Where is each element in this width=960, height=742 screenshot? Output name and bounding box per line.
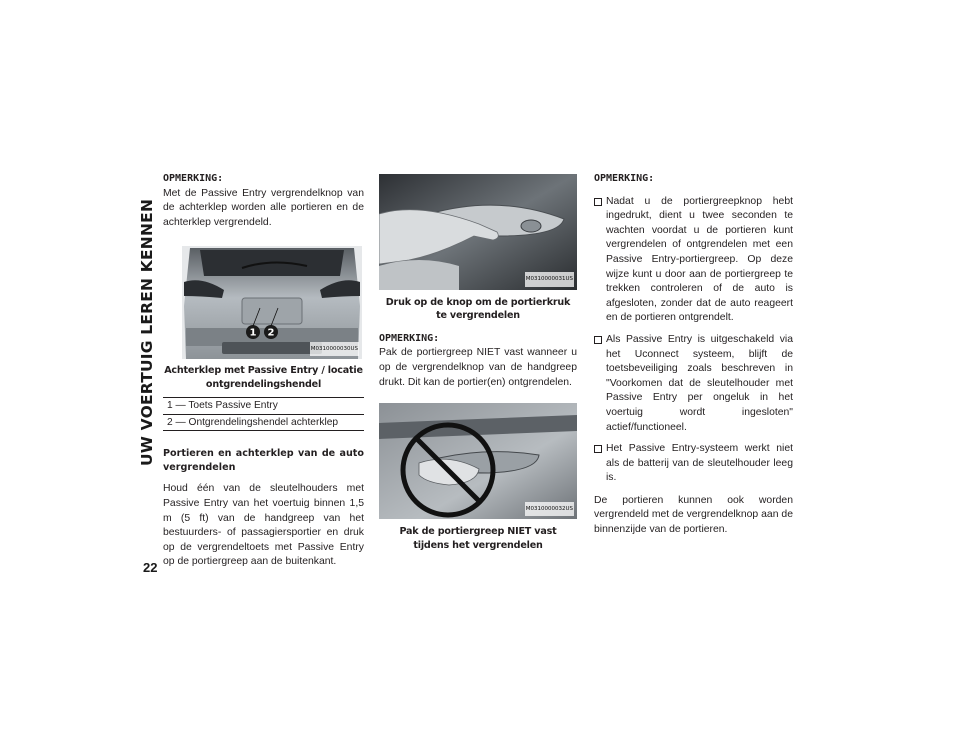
bullet-item	[594, 195, 793, 326]
closing-text: De portieren kunnen ook worden vergrendeld met de vergrendelknop aan de binnenzijde van de portieren.	[594, 494, 793, 536]
bullet-text: Het Passive Entry-systeem werkt niet als de batterij van de sleutelhouder leeg is.	[606, 443, 793, 484]
figure-caption: Achterklep met Passive Entry / locatie ontgrendelingshendel	[164, 365, 363, 390]
callout-1: 1	[249, 327, 257, 339]
checkbox-bullet-icon	[594, 198, 602, 206]
bullet-item	[594, 442, 793, 486]
figure-legend	[163, 397, 364, 431]
column-3	[594, 172, 793, 538]
bullet-text: Als Passive Entry is uitgeschakeld via het Uconnect systeem, blijft de toetsbeveiliging zoals beschreven in "Voorkomen dat de sleutelhouder met Passive Entry per ongeluk in het voertuig wordt ingesloten" actief/functioneel.	[606, 333, 793, 433]
column-2	[379, 172, 577, 552]
note-label: OPMERKING:	[379, 332, 440, 344]
checkbox-bullet-icon	[594, 336, 602, 344]
figure-code: M0310000031US	[525, 272, 574, 287]
section-text: Houd één van de sleutelhouders met Passive Entry van het voertuig binnen 1,5 m (5 ft) van de handgreep van het bestuurders- of passagiersportier en druk op de vergrendeltoets met Passive Entry op de portiergreep aan de buitenkant.	[163, 483, 364, 568]
column-1	[163, 172, 364, 570]
page-number: 22	[143, 560, 158, 575]
chapter-tab: UW VOERTUIG LEREN KENNEN	[138, 198, 156, 467]
callout-2: 2	[267, 327, 275, 339]
checkbox-bullet-icon	[594, 445, 602, 453]
section-heading: Portieren en achterklep van de auto vergrendelen	[163, 448, 364, 474]
figure-caption: Druk op de knop om de portierkruk te vergrendelen	[385, 297, 571, 322]
note-label: OPMERKING:	[163, 173, 224, 184]
figure-code: M0310000030US	[310, 342, 359, 357]
legend-item: 2 — Ontgrendelingshendel achterklep	[163, 414, 364, 431]
note-text: Pak de portiergreep NIET vast wanneer u op de vergrendelknop van de handgreep drukt. Dit kan de portier(en) ontgrendelen.	[379, 347, 577, 388]
figure-caption: Pak de portiergreep NIET vast tijdens het vergrendelen	[399, 526, 557, 551]
liftgate-figure	[182, 246, 362, 359]
no-grab-figure	[379, 403, 577, 519]
bullet-text: Nadat u de portiergreepknop hebt ingedrukt, dient u twee seconden te wachten voordat u de portieren kunt vergrendelen of ontgrendelen met een Passive Entry-portiergreep. Op deze wijze kunt u door aan de portiergreep te trekken controleren of de auto is afgesloten, zonder dat de auto reageert en de portieren ontgrendelt.	[606, 195, 793, 324]
legend-item: 1 — Toets Passive Entry	[167, 400, 278, 412]
door-handle-figure	[379, 174, 577, 290]
note-label: OPMERKING:	[594, 173, 655, 184]
figure-code: M0310000032US	[525, 502, 574, 517]
note-text: Met de Passive Entry vergrendelknop van de achterklep worden alle portieren en de achterklep vergrendeld.	[163, 187, 364, 228]
bullet-item	[594, 333, 793, 435]
